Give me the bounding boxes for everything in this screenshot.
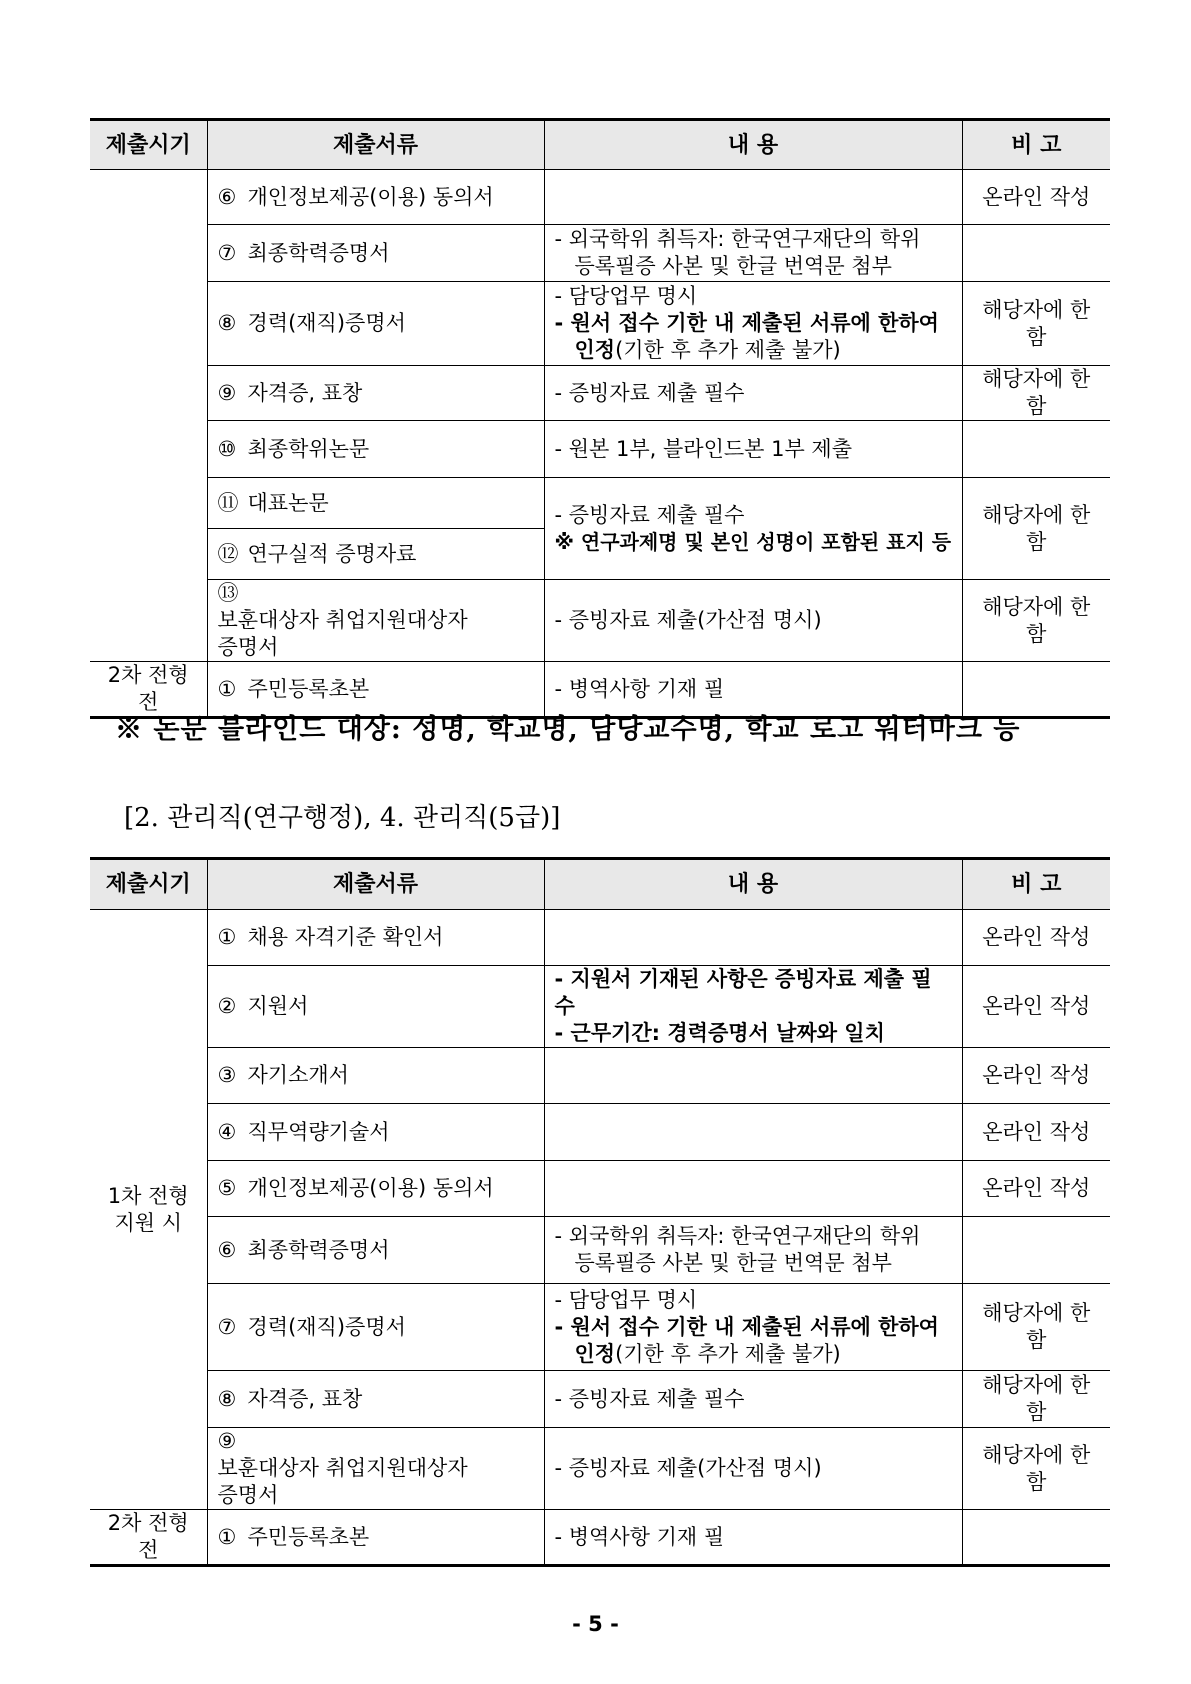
- documents-table-1: [90, 118, 1110, 719]
- content-cell: - 원본 1부, 블라인드본 1부 제출: [544, 421, 962, 478]
- document-name-cell: ⑧ 자격증, 표창: [207, 1371, 544, 1428]
- document-name-cell: ② 지원서: [207, 966, 544, 1048]
- remark-cell: 해당자에 한함: [962, 580, 1110, 662]
- document-name-cell: ⑤ 개인정보제공(이용) 동의서: [207, 1161, 544, 1217]
- table-row: [90, 580, 1110, 662]
- content-cell: [544, 910, 962, 966]
- table-row: [90, 1104, 1110, 1161]
- header-content: 내 용: [544, 859, 962, 910]
- remark-cell: 해당자에 한함: [962, 1428, 1110, 1510]
- document-name-cell: ⑧ 경력(재직)증명서: [207, 282, 544, 366]
- submission-time-cell: 2차 전형 전: [90, 1510, 207, 1566]
- content-cell: [544, 1161, 962, 1217]
- remark-cell: 온라인 작성: [962, 966, 1110, 1048]
- table-row: [90, 421, 1110, 478]
- content-cell: [544, 1048, 962, 1104]
- remark-cell: 해당자에 한함: [962, 282, 1110, 366]
- document-name-cell: ⑨ 보훈대상자 취업지원대상자 증명서: [207, 1428, 544, 1510]
- header-remarks: 비 고: [962, 859, 1110, 910]
- content-cell: [544, 1104, 962, 1161]
- remark-cell: 온라인 작성: [962, 1104, 1110, 1161]
- table-row: [90, 1371, 1110, 1428]
- content-cell: - 증빙자료 제출(가산점 명시): [544, 1428, 962, 1510]
- table-row: [90, 225, 1110, 282]
- document-name-cell: ① 주민등록초본: [207, 662, 544, 718]
- table-row: [90, 478, 1110, 529]
- header-submission-time: 제출시기: [90, 120, 207, 170]
- blind-review-note: ※ 논문 블라인드 대상: 성명, 학교명, 담당교수명, 학교 로고 워터마크 등: [115, 714, 1021, 745]
- document-name-cell: ⑪ 대표논문: [207, 478, 544, 529]
- content-cell: - 외국학위 취득자: 한국연구재단의 학위 등록필증 사본 및 한글 번역문 첨부: [544, 1217, 962, 1284]
- remark-cell: [962, 225, 1110, 282]
- submission-time-cell: 1차 전형 지원 시: [90, 910, 207, 1510]
- content-cell: - 증빙자료 제출 필수: [544, 1371, 962, 1428]
- remark-cell: 온라인 작성: [962, 910, 1110, 966]
- submission-time-cell: 2차 전형 전: [90, 662, 207, 718]
- page-number: - 5 -: [572, 1612, 619, 1636]
- content-cell: - 외국학위 취득자: 한국연구재단의 학위 등록필증 사본 및 한글 번역문 첨부: [544, 225, 962, 282]
- remark-cell: 온라인 작성: [962, 170, 1110, 225]
- content-cell: - 증빙자료 제출 필수: [544, 366, 962, 421]
- content-cell: - 담당업무 명시 - 원서 접수 기한 내 제출된 서류에 한하여 인정(기한 후 추가 제출 불가): [544, 282, 962, 366]
- document-name-cell: ④ 직무역량기술서: [207, 1104, 544, 1161]
- document-name-cell: ① 채용 자격기준 확인서: [207, 910, 544, 966]
- document-name-cell: ⑨ 자격증, 표창: [207, 366, 544, 421]
- documents-table-2: [90, 857, 1110, 1567]
- table-row: [90, 966, 1110, 1048]
- remark-cell: 온라인 작성: [962, 1161, 1110, 1217]
- header-remarks: 비 고: [962, 120, 1110, 170]
- content-cell: - 담당업무 명시 - 원서 접수 기한 내 제출된 서류에 한하여 인정(기한 후 추가 제출 불가): [544, 1284, 962, 1371]
- document-name-cell: ⑩ 최종학위논문: [207, 421, 544, 478]
- remark-cell: 온라인 작성: [962, 1048, 1110, 1104]
- table-row: [90, 366, 1110, 421]
- table-row: [90, 1428, 1110, 1510]
- document-name-cell: ⑥ 최종학력증명서: [207, 1217, 544, 1284]
- header-submission-documents: 제출서류: [207, 120, 544, 170]
- content-cell: - 증빙자료 제출(가산점 명시): [544, 580, 962, 662]
- submission-time-cell: [90, 170, 207, 662]
- table-row: [90, 1510, 1110, 1566]
- document-name-cell: ① 주민등록초본: [207, 1510, 544, 1566]
- header-submission-documents: 제출서류: [207, 859, 544, 910]
- document-name-cell: ⑦ 경력(재직)증명서: [207, 1284, 544, 1371]
- document-name-cell: ⑬ 보훈대상자 취업지원대상자 증명서: [207, 580, 544, 662]
- document-name-cell: ⑥ 개인정보제공(이용) 동의서: [207, 170, 544, 225]
- content-cell: - 증빙자료 제출 필수 ※ 연구과제명 및 본인 성명이 포함된 표지 등: [544, 478, 962, 580]
- remark-cell: [962, 1510, 1110, 1566]
- remark-cell: 해당자에 한함: [962, 366, 1110, 421]
- content-cell: - 지원서 기재된 사항은 증빙자료 제출 필수 - 근무기간: 경력증명서 날짜와 일치: [544, 966, 962, 1048]
- header-submission-time: 제출시기: [90, 859, 207, 910]
- document-name-cell: ⑦ 최종학력증명서: [207, 225, 544, 282]
- remark-cell: 해당자에 한함: [962, 1284, 1110, 1371]
- table-row: [90, 1217, 1110, 1284]
- table-row: [90, 282, 1110, 366]
- table-row: [90, 170, 1110, 225]
- table-row: [90, 1284, 1110, 1371]
- header-content: 내 용: [544, 120, 962, 170]
- section-title: [2. 관리직(연구행정), 4. 관리직(5급)]: [124, 803, 561, 833]
- document-name-cell: ③ 자기소개서: [207, 1048, 544, 1104]
- remark-cell: [962, 421, 1110, 478]
- remark-cell: 해당자에 한함: [962, 1371, 1110, 1428]
- content-cell: - 병역사항 기재 필: [544, 1510, 962, 1566]
- table-row: [90, 1161, 1110, 1217]
- content-cell: [544, 170, 962, 225]
- remark-cell: [962, 1217, 1110, 1284]
- document-name-cell: ⑫ 연구실적 증명자료: [207, 529, 544, 580]
- remark-cell: 해당자에 한함: [962, 478, 1110, 580]
- table-row: [90, 910, 1110, 966]
- content-cell: - 병역사항 기재 필: [544, 662, 962, 718]
- table-row: [90, 1048, 1110, 1104]
